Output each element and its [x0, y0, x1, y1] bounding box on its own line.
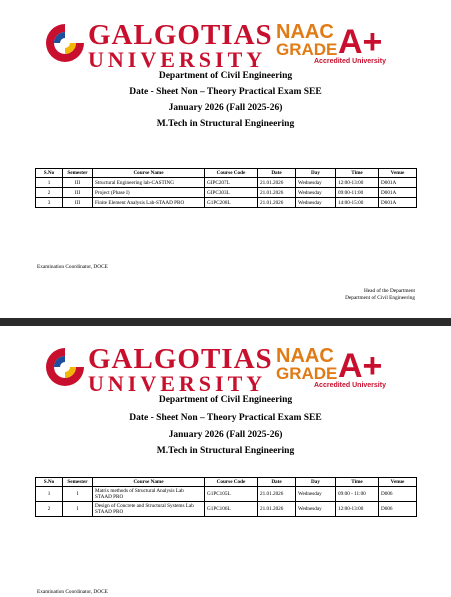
header-course-code: Course Code [205, 169, 258, 178]
cell-time: 14:00-15:00 [336, 198, 379, 208]
grade-label: GRADE [276, 40, 338, 59]
session-heading: January 2026 (Fall 2025-26) [168, 430, 283, 440]
header-time: Time [336, 169, 379, 178]
examination-coordinator: Examination Coordinator, DOCE [37, 589, 108, 595]
header-venue: Venue [379, 169, 417, 178]
header-day: Day [296, 478, 336, 487]
header-sno: S.No [36, 169, 63, 178]
cell-course-code: G1PC105L [205, 487, 258, 502]
examination-coordinator: Examination Coordinator, DOCE [37, 264, 108, 270]
cell-sno: 2 [36, 502, 63, 517]
university-name [88, 344, 278, 394]
grade-value: A+ [338, 23, 383, 61]
cell-semester: III [63, 188, 93, 198]
cell-course-name: Project (Phase I) [93, 188, 205, 198]
cell-venue: D001A [379, 188, 417, 198]
cell-venue: D001A [379, 198, 417, 208]
header-venue: Venue [379, 478, 417, 487]
cell-day: Wednesday [296, 178, 336, 188]
table-row [36, 178, 417, 188]
cell-date: 21.01.2026 [258, 178, 296, 188]
galgotias-swirl-icon [42, 344, 88, 390]
cell-day: Wednesday [296, 487, 336, 502]
cell-date: 21.01.2026 [258, 502, 296, 517]
table-row [36, 502, 417, 517]
hod-title: Head of the Department [363, 288, 415, 294]
cell-time: 09:00-11:00 [336, 188, 379, 198]
cell-day: Wednesday [296, 502, 336, 517]
header-semester: Semester [63, 478, 93, 487]
cell-semester: I [63, 502, 93, 517]
cell-semester: I [63, 487, 93, 502]
cell-time: 12:00-13:00 [336, 178, 379, 188]
department-heading: Department of Civil Engineering [158, 71, 293, 81]
galgotias-swirl-icon [42, 20, 88, 66]
cell-venue: D006 [379, 502, 417, 517]
header-course-name: Course Name [93, 478, 205, 487]
cell-time: 09:00 - 11:00 [336, 487, 379, 502]
page-separator [0, 318, 451, 326]
department-heading: Department of Civil Engineering [158, 395, 293, 405]
cell-course-name: Finite Element Analysis Lab-STAAD PRO [93, 198, 205, 208]
cell-day: Wednesday [296, 188, 336, 198]
cell-semester: III [63, 198, 93, 208]
naac-badge [276, 346, 396, 396]
table-header-row [36, 478, 417, 487]
header-semester: Semester [63, 169, 93, 178]
university-name-line2: UNIVERSITY [88, 371, 267, 396]
program-heading: M.Tech in Structural Engineering [156, 446, 295, 456]
cell-sno: 1 [36, 487, 63, 502]
program-heading: M.Tech in Structural Engineering [156, 119, 295, 129]
university-name [88, 20, 278, 70]
cell-semester: III [63, 178, 93, 188]
grade-value: A+ [338, 347, 383, 385]
hod-department: Department of Civil Engineering [345, 294, 415, 301]
exam-schedule-table [35, 168, 417, 208]
university-name-line1: GALGOTIAS [88, 19, 273, 51]
cell-course-code: GIPC303L [205, 188, 258, 198]
header-date: Date [258, 478, 296, 487]
university-name-line2: UNIVERSITY [88, 47, 267, 72]
cell-date: 21.01.2026 [258, 188, 296, 198]
exam-sheet-page-2 [0, 326, 451, 597]
cell-date: 21.01.2026 [258, 198, 296, 208]
header-sno: S.No [36, 478, 63, 487]
cell-venue: D001A [379, 178, 417, 188]
cell-course-code: GIPC207L [205, 178, 258, 188]
accredited-label: Accredited University [314, 382, 386, 389]
cell-sno: 2 [36, 188, 63, 198]
cell-course-code: G1PC208L [205, 198, 258, 208]
cell-course-name: Matrix methods of Structural Analysis Lab STAAD PRO [93, 487, 205, 502]
cell-sno: 3 [36, 198, 63, 208]
header-course-code: Course Code [205, 478, 258, 487]
sheet-title: Date - Sheet Non – Theory Practical Exam SEE [129, 87, 322, 97]
table-header-row [36, 169, 417, 178]
session-heading: January 2026 (Fall 2025-26) [168, 103, 283, 113]
university-name-line1: GALGOTIAS [88, 343, 273, 375]
table-row [36, 198, 417, 208]
sheet-title: Date - Sheet Non – Theory Practical Exam SEE [129, 413, 322, 423]
header-day: Day [296, 169, 336, 178]
cell-course-name: Design of Concrete and Structural Systems Lab STAAD PRO [93, 502, 205, 517]
header-time: Time [336, 478, 379, 487]
naac-label: NAAC [276, 21, 334, 43]
hod-signature-block [345, 288, 415, 301]
naac-badge [276, 22, 396, 72]
exam-schedule-table [35, 477, 417, 517]
cell-date: 21.01.2026 [258, 487, 296, 502]
cell-course-name: Structural Engineering lab-CASTING [93, 178, 205, 188]
cell-sno: 1 [36, 178, 63, 188]
grade-label: GRADE [276, 364, 338, 383]
header-course-name: Course Name [93, 169, 205, 178]
cell-day: Wednesday [296, 198, 336, 208]
cell-time: 12:00-13:00 [336, 502, 379, 517]
naac-label: NAAC [276, 345, 334, 367]
table-row [36, 188, 417, 198]
cell-course-code: G1PC106L [205, 502, 258, 517]
university-logo [42, 20, 402, 72]
header-date: Date [258, 169, 296, 178]
table-row [36, 487, 417, 502]
accredited-label: Accredited University [314, 58, 386, 65]
cell-venue: D006 [379, 487, 417, 502]
university-logo [42, 344, 402, 396]
